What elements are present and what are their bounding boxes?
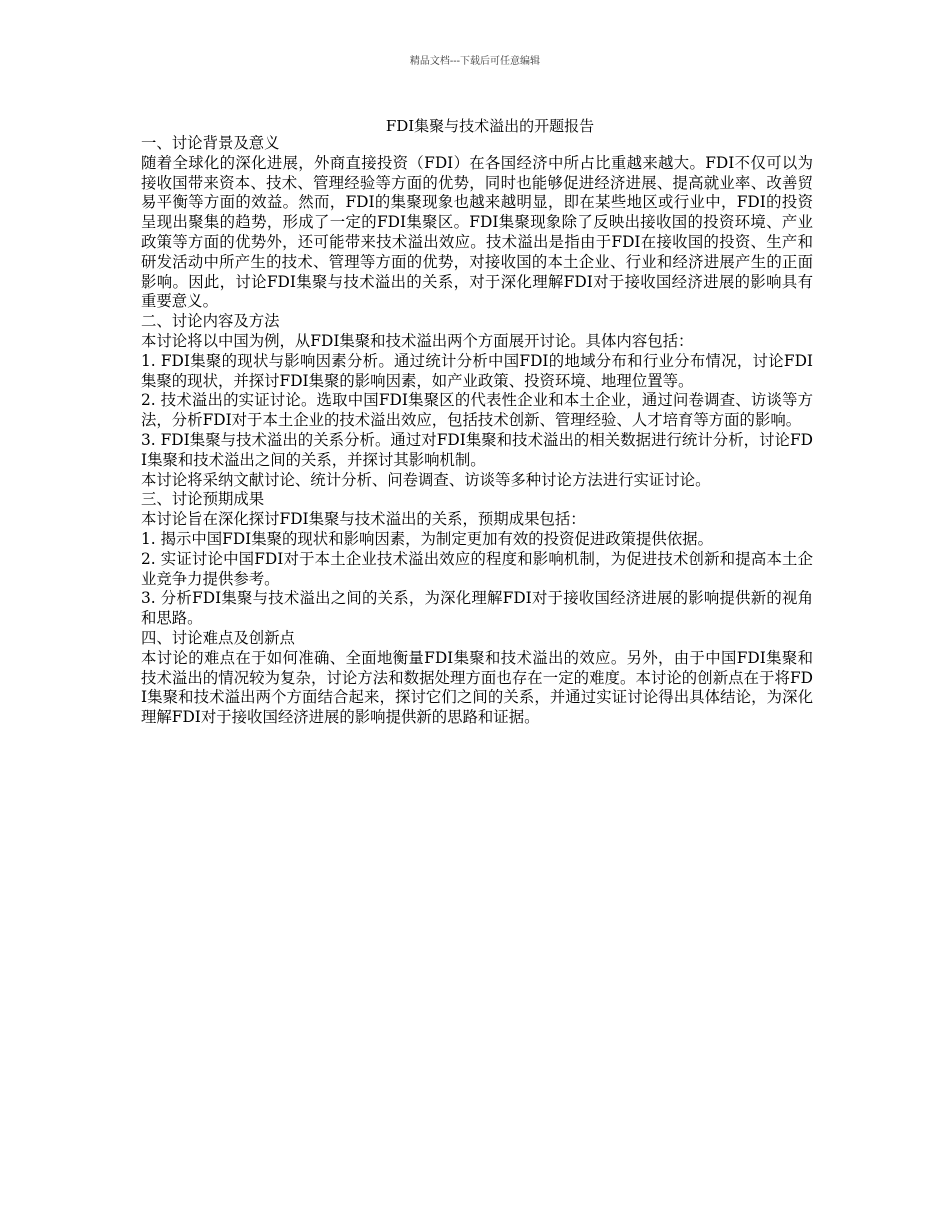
- paragraph: 随着全球化的深化进展，外商直接投资（FDI）在各国经济中所占比重越来越大。FDI不仅可以为接收国带来资本、技术、管理经验等方面的优势，同时也能够促进经济进展、提高就业率、改善贸易平衡等方面的效益。然而，FDI的集聚现象也越来越明显，即在某些地区或行业中，FDI的投资呈现出聚集的趋势，形成了一定的FDI集聚区。FDI集聚现象除了反映出接收国的投资环境、产业政策等方面的优势外，还可能带来技术溢出效应。技术溢出是指由于FDI在接收国的投资、生产和研发活动中所产生的技术、管理等方面的优势，对接收国的本土企业、行业和经济进展产生的正面影响。因此，讨论FDI集聚与技术溢出的关系，对于深化理解FDI对于接收国经济进展的影响具有重要意义。: [141, 153, 813, 311]
- list-item: 3. FDI集聚与技术溢出的关系分析。通过对FDI集聚和技术溢出的相关数据进行统计分析，讨论FDI集聚和技术溢出之间的关系，并探讨其影响机制。: [141, 430, 813, 469]
- list-item: 1. 揭示中国FDI集聚的现状和影响因素，为制定更加有效的投资促进政策提供依据。: [141, 529, 713, 548]
- list-item: 2. 实证讨论中国FDI对于本土企业技术溢出效应的程度和影响机制，为促进技术创新和提高本土企业竞争力提供参考。: [141, 549, 813, 588]
- section-heading: 二、讨论内容及方法: [141, 312, 280, 331]
- document-title: FDI集聚与技术溢出的开题报告: [385, 117, 595, 135]
- paragraph: 本讨论将以中国为例，从FDI集聚和技术溢出两个方面展开讨论。具体内容包括：: [141, 331, 694, 350]
- list-item: 2. 技术溢出的实证讨论。选取中国FDI集聚区的代表性企业和本土企业，通过问卷调查、访谈等方法，分析FDI对于本土企业的技术溢出效应，包括技术创新、管理经验、人才培育等方面的影响。: [141, 391, 813, 430]
- section-content-method: [141, 312, 813, 490]
- section-expected-results: [141, 490, 813, 629]
- paragraph: 本讨论旨在深化探讨FDI集聚与技术溢出的关系，预期成果包括：: [141, 510, 586, 529]
- section-difficulties-innovation: [141, 629, 813, 728]
- page-header-watermark: 精品文档---下载后可任意编辑: [409, 56, 541, 67]
- paragraph: 本讨论的难点在于如何准确、全面地衡量FDI集聚和技术溢出的效应。另外，由于中国FDI集聚和技术溢出的情况较为复杂，讨论方法和数据处理方面也存在一定的难度。本讨论的创新点在于将FDI集聚和技术溢出两个方面结合起来，探讨它们之间的关系，并通过实证讨论得出具体结论，为深化理解FDI对于接收国经济进展的影响提供新的思路和证据。: [141, 648, 813, 727]
- paragraph: 本讨论将采纳文献讨论、统计分析、问卷调查、访谈等多种讨论方法进行实证讨论。: [141, 470, 711, 489]
- section-heading: 一、讨论背景及意义: [141, 134, 280, 152]
- document-body: [141, 134, 813, 728]
- list-item: 1. FDI集聚的现状与影响因素分析。通过统计分析中国FDI的地域分布和行业分布情况，讨论FDI集聚的现状，并探讨FDI集聚的影响因素，如产业政策、投资环境、地理位置等。: [141, 351, 813, 390]
- section-heading: 三、讨论预期成果: [141, 490, 265, 509]
- section-background: [141, 134, 813, 312]
- list-item: 3. 分析FDI集聚与技术溢出之间的关系，为深化理解FDI对于接收国经济进展的影响提供新的视角和思路。: [141, 589, 813, 628]
- section-heading: 四、讨论难点及创新点: [141, 628, 295, 647]
